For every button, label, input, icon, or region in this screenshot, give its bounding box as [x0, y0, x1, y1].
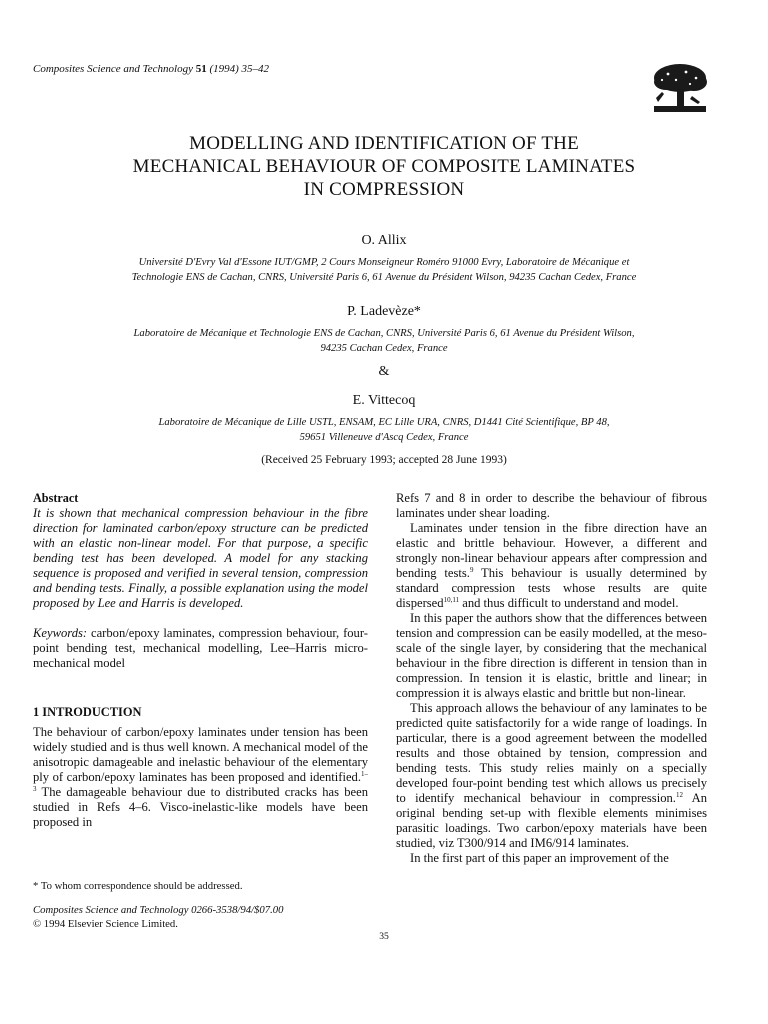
author-name: P. Ladevèze*: [347, 304, 421, 319]
body-paragraph: Laminates under tension in the fibre direction have an elastic and brittle behaviour. However, a different and strongly non-linear behaviour appears after compression and bending tests.$^9$ This behaviour is usually determined by standard compression tests whose results are quite dispersed$^{10,11}$ and thus difficult to understand and model.: [396, 521, 707, 610]
keywords-text: carbon/epoxy laminates, compression behaviour, four-point bending test, mechanical modelling, Lee–Harris micro-mechanical model: [33, 626, 368, 670]
body-paragraph: In the first part of this paper an improvement of the: [410, 851, 669, 865]
reference-marker: 10,11: [443, 595, 460, 604]
journal-year-pages: (1994) 35–42: [209, 63, 270, 75]
reference-marker: 1–3: [33, 769, 368, 793]
author-ampersand: &: [378, 364, 390, 379]
issn-line: Composites Science and Technology 0266-3538/94/$07.00: [33, 904, 284, 916]
reference-marker: 9: [469, 565, 474, 574]
author-name: E. Vittecoq: [352, 393, 416, 408]
author-affiliation: Université D'Evry Val d'Essone IUT/GMP, 2 Cours Monseigneur Roméro 91000 Evry, Laboratoire de Mécanique et Technologie ENS de Cachan, CNRS, Université Paris 6, 61 Avenue du Président Wilson, 94235 Cachan Cedex, France: [131, 257, 637, 283]
body-paragraph: Refs 7 and 8 in order to describe the behaviour of fibrous laminates under shear loading.: [396, 491, 707, 520]
author-affiliation: Laboratoire de Mécanique et Technologie ENS de Cachan, CNRS, Université Paris 6, 61 Avenue du Président Wilson, 94235 Cachan Cedex, France: [133, 328, 635, 354]
page-number: 35: [379, 931, 389, 942]
body-paragraph: This approach allows the behaviour of any laminates to be predicted quite satisfactorily for a wide range of loadings. In particular, there is a good agreement between the modelled results and those obtained by tension, compression and bending tests. This study relies mainly on a specially developed four-point bending test which allows us precisely to identify mechanical behaviour in compression.$^{12}$ An original bending set-up with flexible elements minimises parasitic loadings. Two carbon/epoxy materials have been studied, viz T300/914 and IM6/914 laminates.: [396, 701, 707, 850]
footnote-block: [33, 879, 368, 931]
author-affiliation: Laboratoire de Mécanique de Lille USTL, ENSAM, EC Lille URA, CNRS, D1441 Cité Scientifique, BP 48, 59651 Villeneuve d'Ascq Cedex, France: [158, 417, 610, 443]
title-line: IN COMPRESSION: [303, 179, 465, 200]
paper-title: [40, 132, 728, 201]
abstract-heading: Abstract: [33, 491, 79, 505]
keywords: [33, 626, 368, 671]
right-column: [396, 491, 707, 866]
left-column: [33, 491, 368, 830]
abstract-text: It is shown that mechanical compression behaviour in the fibre direction for laminated carbon/epoxy structure can be predicted with an elastic non-linear model. For that purpose, a specific bending test has been developed. A model for any stacking sequence is proposed and verified in several tension, compression and bending tests. Finally, a possible explanation using the model proposed by Lee and Harris is developed.: [33, 506, 368, 610]
journal-name: Composites Science and Technology: [33, 63, 193, 75]
journal-citation: [33, 63, 269, 75]
intro-paragraph: The behaviour of carbon/epoxy laminates under tension has been widely studied and is thus well known. A mechanical model of the anisotropic damageable and inelastic behaviour of the elementary ply of carbon/epoxy laminates has been proposed and identified.$^{1-3}$ The damageable behaviour due to distributed cracks has been studied in Refs 4–6. Visco-inelastic-like models have been proposed in: [33, 725, 368, 829]
body-paragraph: In this paper the authors show that the differences between tension and compression can be easily modelled, at the meso-scale of the single layer, by considering that the mechanical behaviour in the fibre direction is different in tension than in compression. In tension it is elastic, brittle and linear; in compression it is always elastic and brittle but non-linear.: [396, 611, 707, 700]
author-name: O. Allix: [361, 233, 407, 248]
reference-marker: 12: [675, 790, 683, 799]
correspondence-footnote: * To whom correspondence should be addressed.: [33, 880, 243, 892]
received-dates: (Received 25 February 1993; accepted 28 June 1993): [261, 454, 507, 466]
title-line: MODELLING AND IDENTIFICATION OF THE: [189, 133, 579, 154]
journal-volume: 51: [195, 63, 207, 75]
keywords-label: Keywords:: [33, 626, 88, 640]
section-heading: 1 INTRODUCTION: [33, 705, 142, 719]
title-line: MECHANICAL BEHAVIOUR OF COMPOSITE LAMINATES: [132, 156, 636, 177]
copyright-line: © 1994 Elsevier Science Limited.: [33, 918, 178, 930]
elsevier-tree-logo-icon: [648, 58, 712, 118]
